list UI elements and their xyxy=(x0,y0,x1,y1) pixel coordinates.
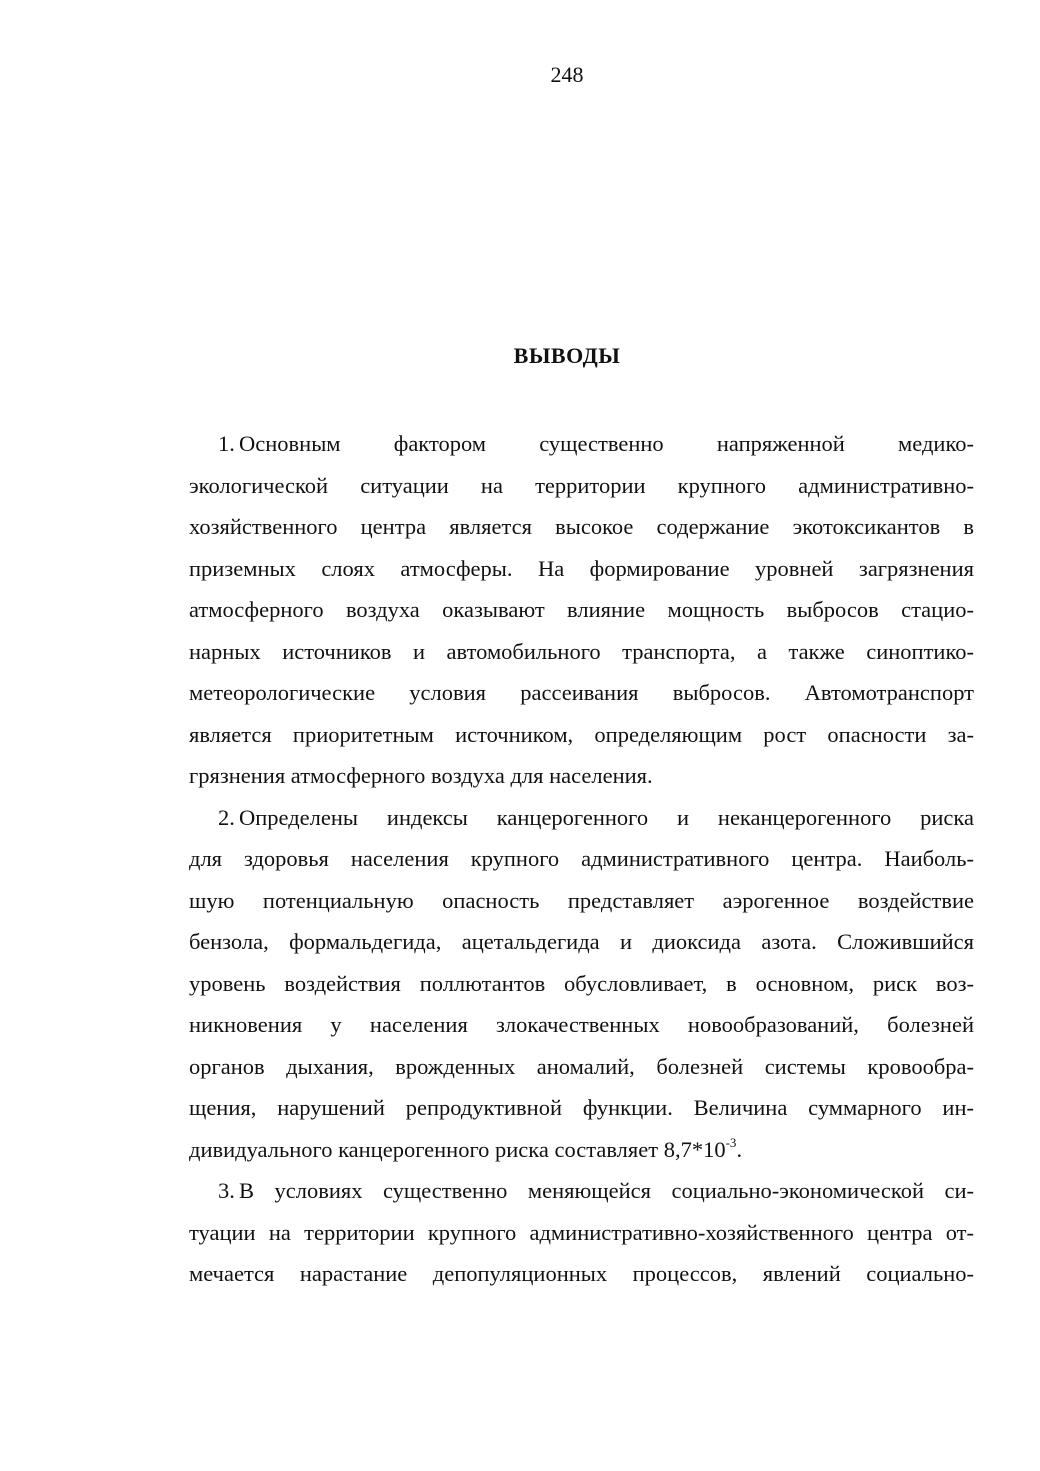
conclusion-item-3 xyxy=(160,1170,974,1295)
conclusions-body xyxy=(160,423,974,1295)
text-line: щения, нарушений репродуктивной функции. Величина суммарного ин- xyxy=(189,1095,974,1120)
text-line: нарных источников и автомобильного транспорта, а также синоптико- xyxy=(189,638,974,664)
text-line: экологической ситуации на территории крупного административно- xyxy=(189,472,974,498)
exponent: -3 xyxy=(725,1134,737,1150)
text-fragment: . xyxy=(736,1136,743,1162)
text-fragment: дивидуального канцерогенного риска составляет 8,7*10 xyxy=(189,1136,726,1162)
item-number: 2. xyxy=(218,804,235,830)
text-line: атмосферного воздуха оказывают влияние мощность выбросов стацио- xyxy=(189,597,974,622)
section-heading: ВЫВОДЫ xyxy=(513,343,621,368)
text-line: для здоровья населения крупного административного центра. Наиболь- xyxy=(189,846,974,871)
text-line: туации на территории крупного административно-хозяйственного центра от- xyxy=(189,1219,974,1245)
text-line: В условиях существенно меняющейся социально-экономической си- xyxy=(239,1178,974,1203)
text-line: грязнения атмосферного воздуха для населения. xyxy=(189,763,653,788)
text-line: приземных слоях атмосферы. На формирование уровней загрязнения xyxy=(189,555,974,581)
text-line: Определены индексы канцерогенного и неканцерогенного риска xyxy=(239,804,974,830)
conclusion-item-1 xyxy=(160,423,974,797)
text-line: Основным фактором существенно напряженной медико- xyxy=(239,431,974,456)
item-number: 1. xyxy=(218,431,235,456)
text-line: уровень воздействия поллютантов обусловливает, в основном, риск воз- xyxy=(189,970,974,996)
text-line: мечается нарастание депопуляционных процессов, явлений социально- xyxy=(189,1261,974,1286)
page-number: 248 xyxy=(550,62,584,87)
text-line: бензола, формальдегида, ацетальдегида и диоксида азота. Сложившийся xyxy=(189,929,974,954)
text-line: органов дыхания, врожденных аномалий, болезней системы кровообра- xyxy=(189,1053,974,1079)
conclusion-item-2 xyxy=(160,797,974,1171)
item-number: 3. xyxy=(218,1178,235,1203)
text-line-with-exponent xyxy=(160,1129,974,1171)
text-line: никновения у населения злокачественных новообразований, болезней xyxy=(189,1012,974,1037)
text-line: шую потенциальную опасность представляет аэрогенное воздействие xyxy=(189,887,974,913)
text-line: хозяйственного центра является высокое содержание экотоксикантов в xyxy=(189,514,974,539)
text-line: является приоритетным источником, определяющим рост опасности за- xyxy=(189,721,974,747)
text-line: метеорологические условия рассеивания выбросов. Автомотранспорт xyxy=(189,680,974,705)
